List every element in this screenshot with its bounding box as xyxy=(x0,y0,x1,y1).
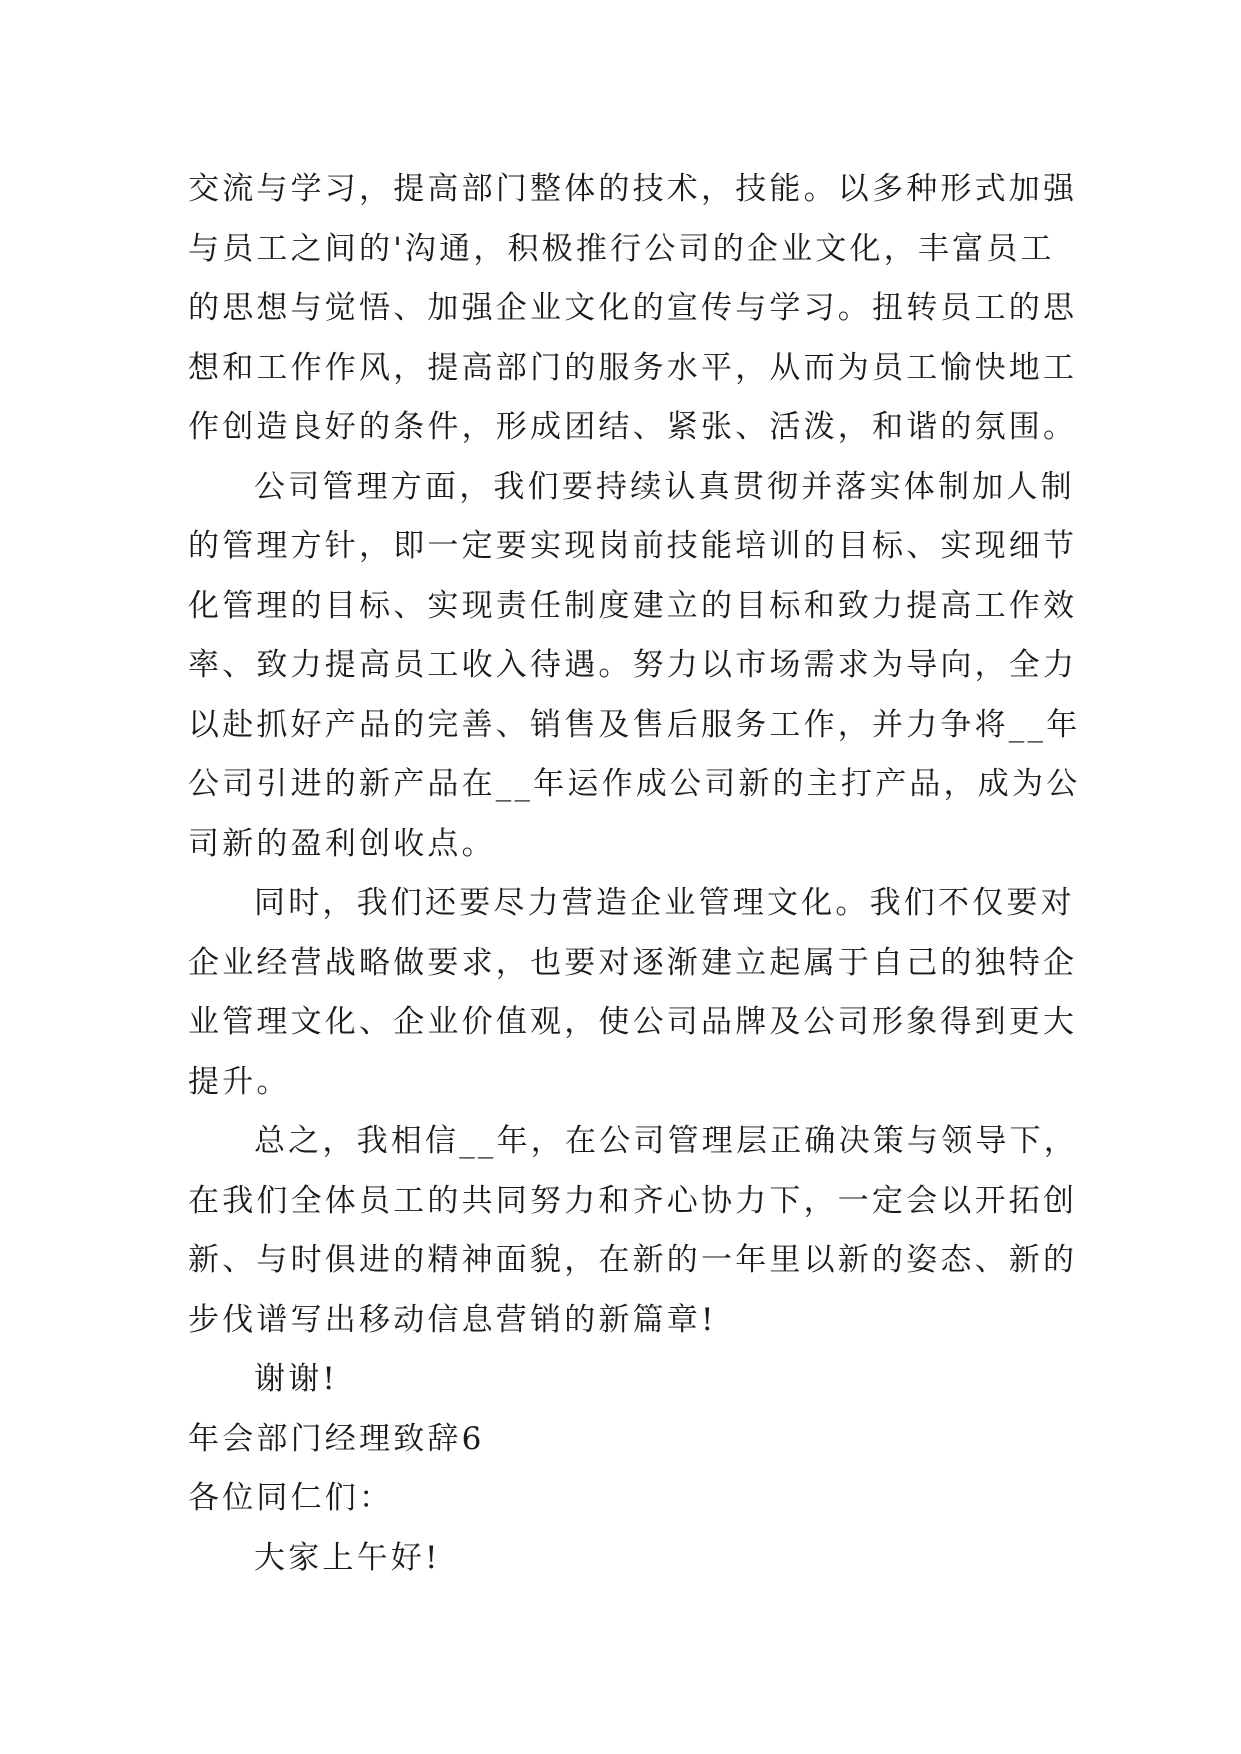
paragraph-line: 化管理的目标、实现责任制度建立的目标和致力提高工作效 xyxy=(188,587,1078,624)
paragraph xyxy=(188,458,1081,875)
paragraph-line: 司新的盈利创收点。 xyxy=(188,825,496,862)
section-title: 年会部门经理致辞6 xyxy=(188,1420,485,1457)
paragraph-line: 在我们全体员工的共同努力和齐心协力下，一定会以开拓创 xyxy=(188,1182,1078,1219)
paragraph-line: 总之，我相信__年，在公司管理层正确决策与领导下， xyxy=(254,1123,1078,1159)
document-body xyxy=(188,160,1081,1588)
paragraph-line: 步伐谱写出移动信息营销的新篇章! xyxy=(188,1301,717,1338)
paragraph-line: 想和工作作风，提高部门的服务水平，从而为员工愉快地工 xyxy=(188,349,1078,386)
paragraph-line: 以赴抓好产品的完善、销售及售后服务工作，并力争将__年 xyxy=(188,706,1081,743)
paragraph-line: 企业经营战略做要求，也要对逐渐建立起属于自己的独特企 xyxy=(188,944,1078,981)
paragraph-line: 同时，我们还要尽力营造企业管理文化。我们不仅要对 xyxy=(254,885,1075,921)
paragraph-line: 作创造良好的条件，形成团结、紧张、活泼，和谐的氛围。 xyxy=(188,409,1078,445)
paragraph-line: 业管理文化、企业价值观，使公司品牌及公司形象得到更大 xyxy=(188,1004,1078,1040)
paragraph-line: 提升。 xyxy=(188,1063,291,1100)
paragraph-line: 率、致力提高员工收入待遇。努力以市场需求为导向，全力 xyxy=(188,647,1078,683)
thanks-line: 谢谢! xyxy=(254,1361,339,1397)
paragraph-line: 的管理方针，即一定要实现岗前技能培训的目标、实现细节 xyxy=(188,528,1078,564)
paragraph-line: 的思想与觉悟、加强企业文化的宣传与学习。扭转员工的思 xyxy=(188,290,1078,326)
paragraph xyxy=(188,1112,1078,1350)
paragraph-line: 新、与时俱进的精神面貌，在新的一年里以新的姿态、新的 xyxy=(188,1242,1078,1278)
greeting: 大家上午好! xyxy=(254,1539,441,1576)
paragraph xyxy=(188,874,1078,1112)
paragraph xyxy=(188,160,1078,458)
paragraph-line: 交流与学习，提高部门整体的技术，技能。以多种形式加强 xyxy=(188,171,1078,207)
paragraph-line: 与员工之间的'沟通，积极推行公司的企业文化，丰富员工 xyxy=(188,230,1055,267)
paragraph-line: 公司引进的新产品在__年运作成公司新的主打产品，成为公 xyxy=(188,766,1081,802)
salutation: 各位同仁们： xyxy=(188,1480,394,1516)
paragraph-line: 公司管理方面，我们要持续认真贯彻并落实体制加人制 xyxy=(254,468,1075,505)
